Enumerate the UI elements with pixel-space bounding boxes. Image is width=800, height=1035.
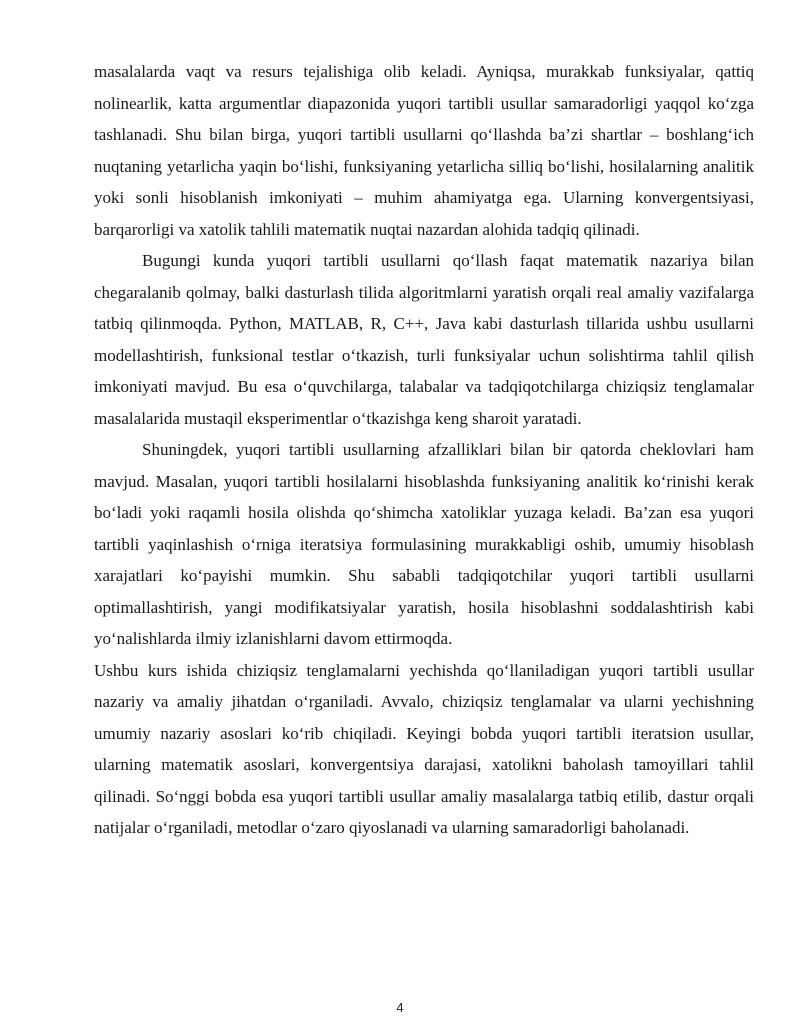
paragraph-course-overview: Ushbu kurs ishida chiziqsiz tenglamalarni yechishda qo‘llaniladigan yuqori tartibli usullar nazariy va amaliy jihatdan o‘rganiladi. Avvalo, chiziqsiz tenglamalar va ularni yechishning umumiy nazariy asoslari ko‘rib chiqiladi. Keyingi bobda yuqori tartibli iteratsion usullar, ularning matematik asoslari, konvergentsiya darajasi, xatolikni baholash tamoyillari tahlil qilinadi. So‘nggi bobda esa yuqori tartibli usullar amaliy masalalarga tatbiq etilib, dastur orqali natijalar o‘rganiladi, metodlar o‘zaro qiyoslanadi va ularning samaradorligi baholanadi. xyxy=(94,660,754,837)
page-number: 4 xyxy=(396,1000,404,1015)
paragraph-programming-application: Bugungi kunda yuqori tartibli usullarni qo‘llash faqat matematik nazariya bilan chegaralanib qolmay, balki dasturlash tilida algoritmlarni yaratish orqali real amaliy vazifalarga tatbiq qilinmoqda. Python, MATLAB, R, C++, Java kabi dasturlash tillarida ushbu usullarni modellashtirish, funksional testlar o‘tkazish, turli funksiyalar uchun solishtirma tahlil qilish imkoniyati mavjud. Bu esa o‘quvchilarga, talabalar va tadqiqotchilarga chiziqsiz tenglamalar masalalarida mustaqil eksperimentlar o‘tkazishga keng sharoit yaratadi. xyxy=(94,251,754,428)
paragraph-continuation: masalalarda vaqt va resurs tejalishiga olib keladi. Ayniqsa, murakkab funksiyalar, qattiq nolinearlik, katta argumentlar diapazonida yuqori tartibli usullar samaradorligi yaqqol ko‘zga tashlanadi. Shu bilan birga, yuqori tartibli usullarni qo‘llashda ba’zi shartlar – boshlang‘ich nuqtaning yetarlicha yaqin bo‘lishi, funksiyaning yetarlicha silliq bo‘lishi, hosilalarning analitik yoki sonli hisoblanish imkoniyati – muhim ahamiyatga ega. Ularning konvergentsiyasi, barqarorligi va xatolik tahlili matematik nuqtai nazardan alohida tadqiq qilinadi. xyxy=(94,62,754,239)
paragraph-limitations: Shuningdek, yuqori tartibli usullarning afzalliklari bilan bir qatorda cheklovlari ham mavjud. Masalan, yuqori tartibli hosilalarni hisoblashda funksiyaning analitik ko‘rinishi kerak bo‘ladi yoki raqamli hosila olishda qo‘shimcha xatoliklar yuzaga keladi. Ba’zan esa yuqori tartibli yaqinlashish o‘rniga iteratsiya formulasining murakkabligi oshib, umumiy hisoblash xarajatlari ko‘payishi mumkin. Shu sababli tadqiqotchilar yuqori tartibli usullarni optimallashtirish, yangi modifikatsiyalar yaratish, hosila hisoblashni soddalashtirish kabi yo‘nalishlarda ilmiy izlanishlarni davom ettirmoqda. xyxy=(94,440,754,648)
body-text xyxy=(94,56,754,844)
